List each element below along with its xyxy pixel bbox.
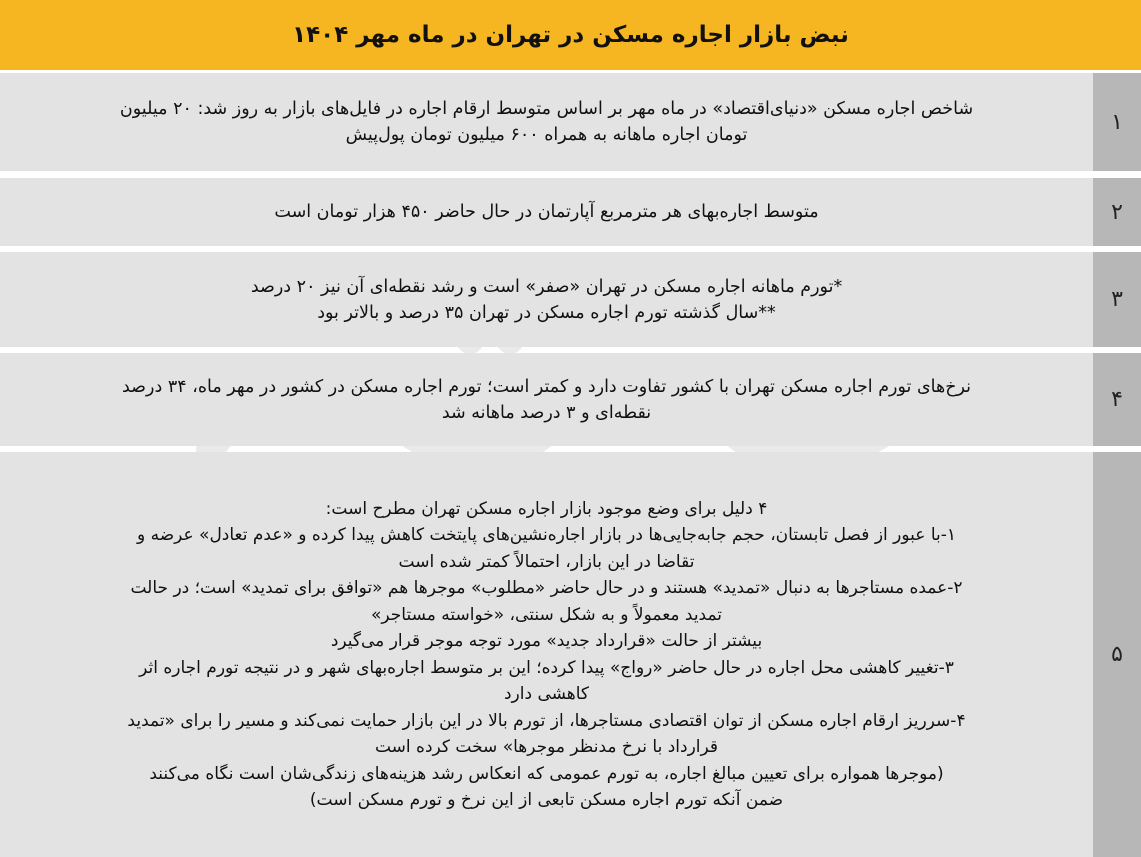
row-number: ۴ <box>1093 353 1141 446</box>
table-row-5 <box>0 452 1141 857</box>
table-title: نبض بازار اجاره مسکن در تهران در ماه مهر ۱۴۰۴ <box>292 22 849 48</box>
row-text-line: کاهشی دارد <box>503 684 590 704</box>
row-number: ۲ <box>1093 178 1141 246</box>
row-text-line: ۴ دلیل برای وضع موجود بازار اجاره مسکن تهران مطرح است: <box>325 498 768 519</box>
row-text <box>4 353 1089 446</box>
row-text-line: ۱-با عبور از فصل تابستان، حجم جابه‌جایی‌ها در بازار اجاره‌نشین‌های پایتخت کاهش پیدا کرده و «عدم تعادل» عرضه و <box>136 525 957 545</box>
row-text-line: ۳-تغییر کاهشی محل اجاره در حال حاضر «رواج» پیدا کرده؛ این بر متوسط اجاره‌بهای شهر و در نتیجه تورم اجاره اثر <box>139 657 954 678</box>
row-number: ۱ <box>1093 73 1141 171</box>
row-text-line: *تورم ماهانه اجاره مسکن در تهران «صفر» است و رشد نقطه‌ای آن نیز ۲۰ درصد <box>250 276 843 297</box>
row-text-line: ۴-سرریز ارقام اجاره مسکن از توان اقتصادی مستاجرها، از تورم بالا در این بازار حمایت نمی‌کند و مسیر را برای «تمدید <box>127 710 966 731</box>
row-text-line: نقطه‌ای و ۳ درصد ماهانه شد <box>441 402 652 423</box>
row-text-line: شاخص اجاره مسکن «دنیای‌اقتصاد» در ماه مهر بر اساس متوسط ارقام اجاره در فایل‌های بازار به روز شد: ۲۰ میلیون <box>119 99 974 119</box>
row-text-line: ۲-عمده مستاجرها به دنبال «تمدید» هستند و در حال حاضر «مطلوب» موجرها هم «توافق برای تمدید» است؛ در حالت <box>130 578 963 598</box>
table-row-2 <box>0 178 1141 246</box>
row-text-line: بیشتر از حالت «قرارداد جدید» مورد توجه موجر قرار می‌گیرد <box>330 631 763 651</box>
row-text-line: تومان اجاره ماهانه به همراه ۶۰۰ میلیون تومان پول‌پیش <box>345 125 748 145</box>
row-text-line: ضمن آنکه تورم اجاره مسکن تابعی از این نرخ و تورم مسکن است) <box>309 790 784 810</box>
row-text <box>4 73 1089 171</box>
row-text <box>4 252 1089 347</box>
row-text-line: تقاضا در این بازار، احتمالاً کمتر شده است <box>398 551 695 572</box>
table-row-4 <box>0 353 1141 446</box>
row-text-line: **سال گذشته تورم اجاره مسکن در تهران ۳۵ درصد و بالاتر بود <box>317 302 776 323</box>
table-row-1 <box>0 73 1141 171</box>
row-text-line: متوسط اجاره‌بهای هر مترمربع آپارتمان در حال حاضر ۴۵۰ هزار تومان است <box>274 202 819 222</box>
table-title-bar <box>0 0 1141 73</box>
row-text-line: قرارداد با نرخ مدنظر موجرها» سخت کرده است <box>374 737 719 757</box>
row-text-line: (موجرها همواره برای تعیین مبالغ اجاره، به تورم عمومی که انعکاس رشد هزینه‌های زندگی‌شان است نگاه می‌کنند <box>149 763 944 784</box>
row-number: ۵ <box>1093 452 1141 857</box>
row-text-line: نرخ‌های تورم اجاره مسکن تهران با کشور تفاوت دارد و کمتر است؛ تورم اجاره مسکن در کشور در مهر ماه، ۳۴ درصد <box>121 376 972 397</box>
row-text-line: تمدید معمولاً و به شکل سنتی، «خواسته مستاجر» <box>370 604 723 625</box>
row-number: ۳ <box>1093 252 1141 347</box>
row-text <box>4 452 1089 857</box>
table-row-3 <box>0 252 1141 347</box>
row-text <box>4 178 1089 246</box>
